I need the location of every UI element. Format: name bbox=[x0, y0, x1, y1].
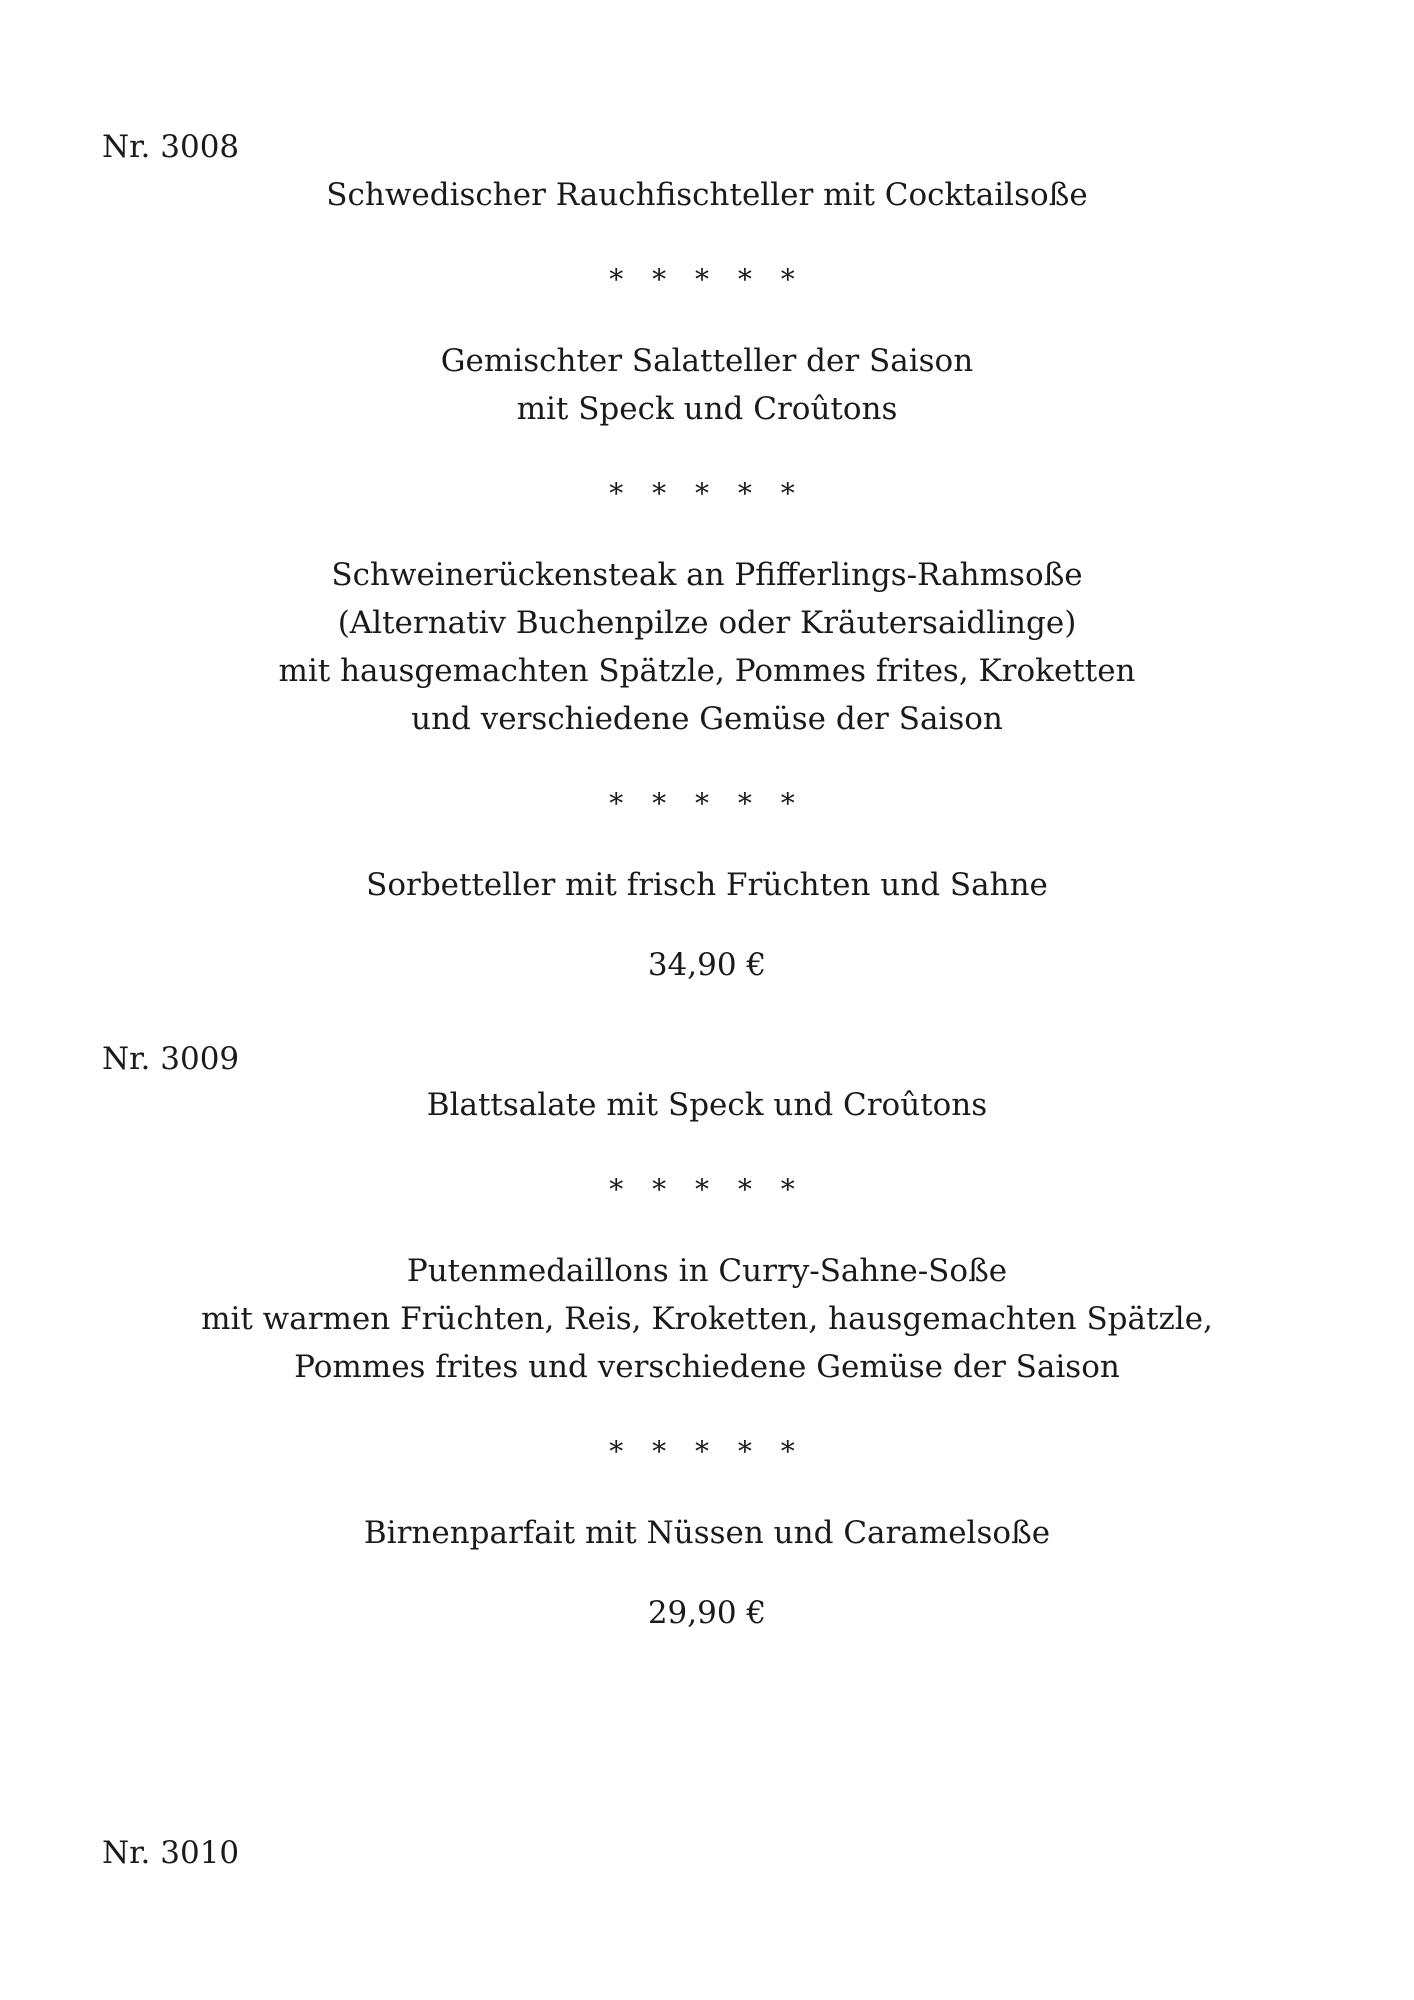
course-line: Schwedischer Rauchfischteller mit Cocktailsoße bbox=[326, 177, 1088, 213]
course-line: Putenmedaillons in Curry-Sahne-Soße bbox=[406, 1253, 1008, 1289]
course-line: Gemischter Salatteller der Saison bbox=[440, 343, 974, 379]
menu-number: Nr. 3010 bbox=[102, 1835, 240, 1871]
course-divider: * * * * * bbox=[609, 263, 805, 296]
course-line: mit warmen Früchten, Reis, Kroketten, hausgemachten Spätzle, bbox=[201, 1301, 1213, 1337]
course-line: Pommes frites und verschiedene Gemüse der Saison bbox=[294, 1349, 1120, 1385]
course-line: Schweinerückensteak an Pfifferlings-Rahmsoße bbox=[331, 557, 1083, 593]
course-line: (Alternativ Buchenpilze oder Kräutersaidlinge) bbox=[337, 605, 1077, 641]
course-line: Blattsalate mit Speck und Croûtons bbox=[426, 1087, 988, 1123]
course-line: mit Speck und Croûtons bbox=[516, 391, 898, 427]
course-divider: * * * * * bbox=[609, 477, 805, 510]
course-line: mit hausgemachten Spätzle, Pommes frites, Kroketten bbox=[278, 653, 1136, 689]
menu-price: 29,90 € bbox=[647, 1595, 767, 1631]
course-line: Birnenparfait mit Nüssen und Caramelsoße bbox=[363, 1515, 1051, 1551]
menu-number: Nr. 3009 bbox=[102, 1041, 240, 1077]
course-line: und verschiedene Gemüse der Saison bbox=[411, 701, 1003, 737]
menu-price: 34,90 € bbox=[647, 947, 767, 983]
course-divider: * * * * * bbox=[609, 1435, 805, 1468]
course-divider: * * * * * bbox=[609, 1173, 805, 1206]
menu-number: Nr. 3008 bbox=[102, 129, 240, 165]
course-divider: * * * * * bbox=[609, 787, 805, 820]
course-line: Sorbetteller mit frisch Früchten und Sahne bbox=[366, 867, 1048, 903]
